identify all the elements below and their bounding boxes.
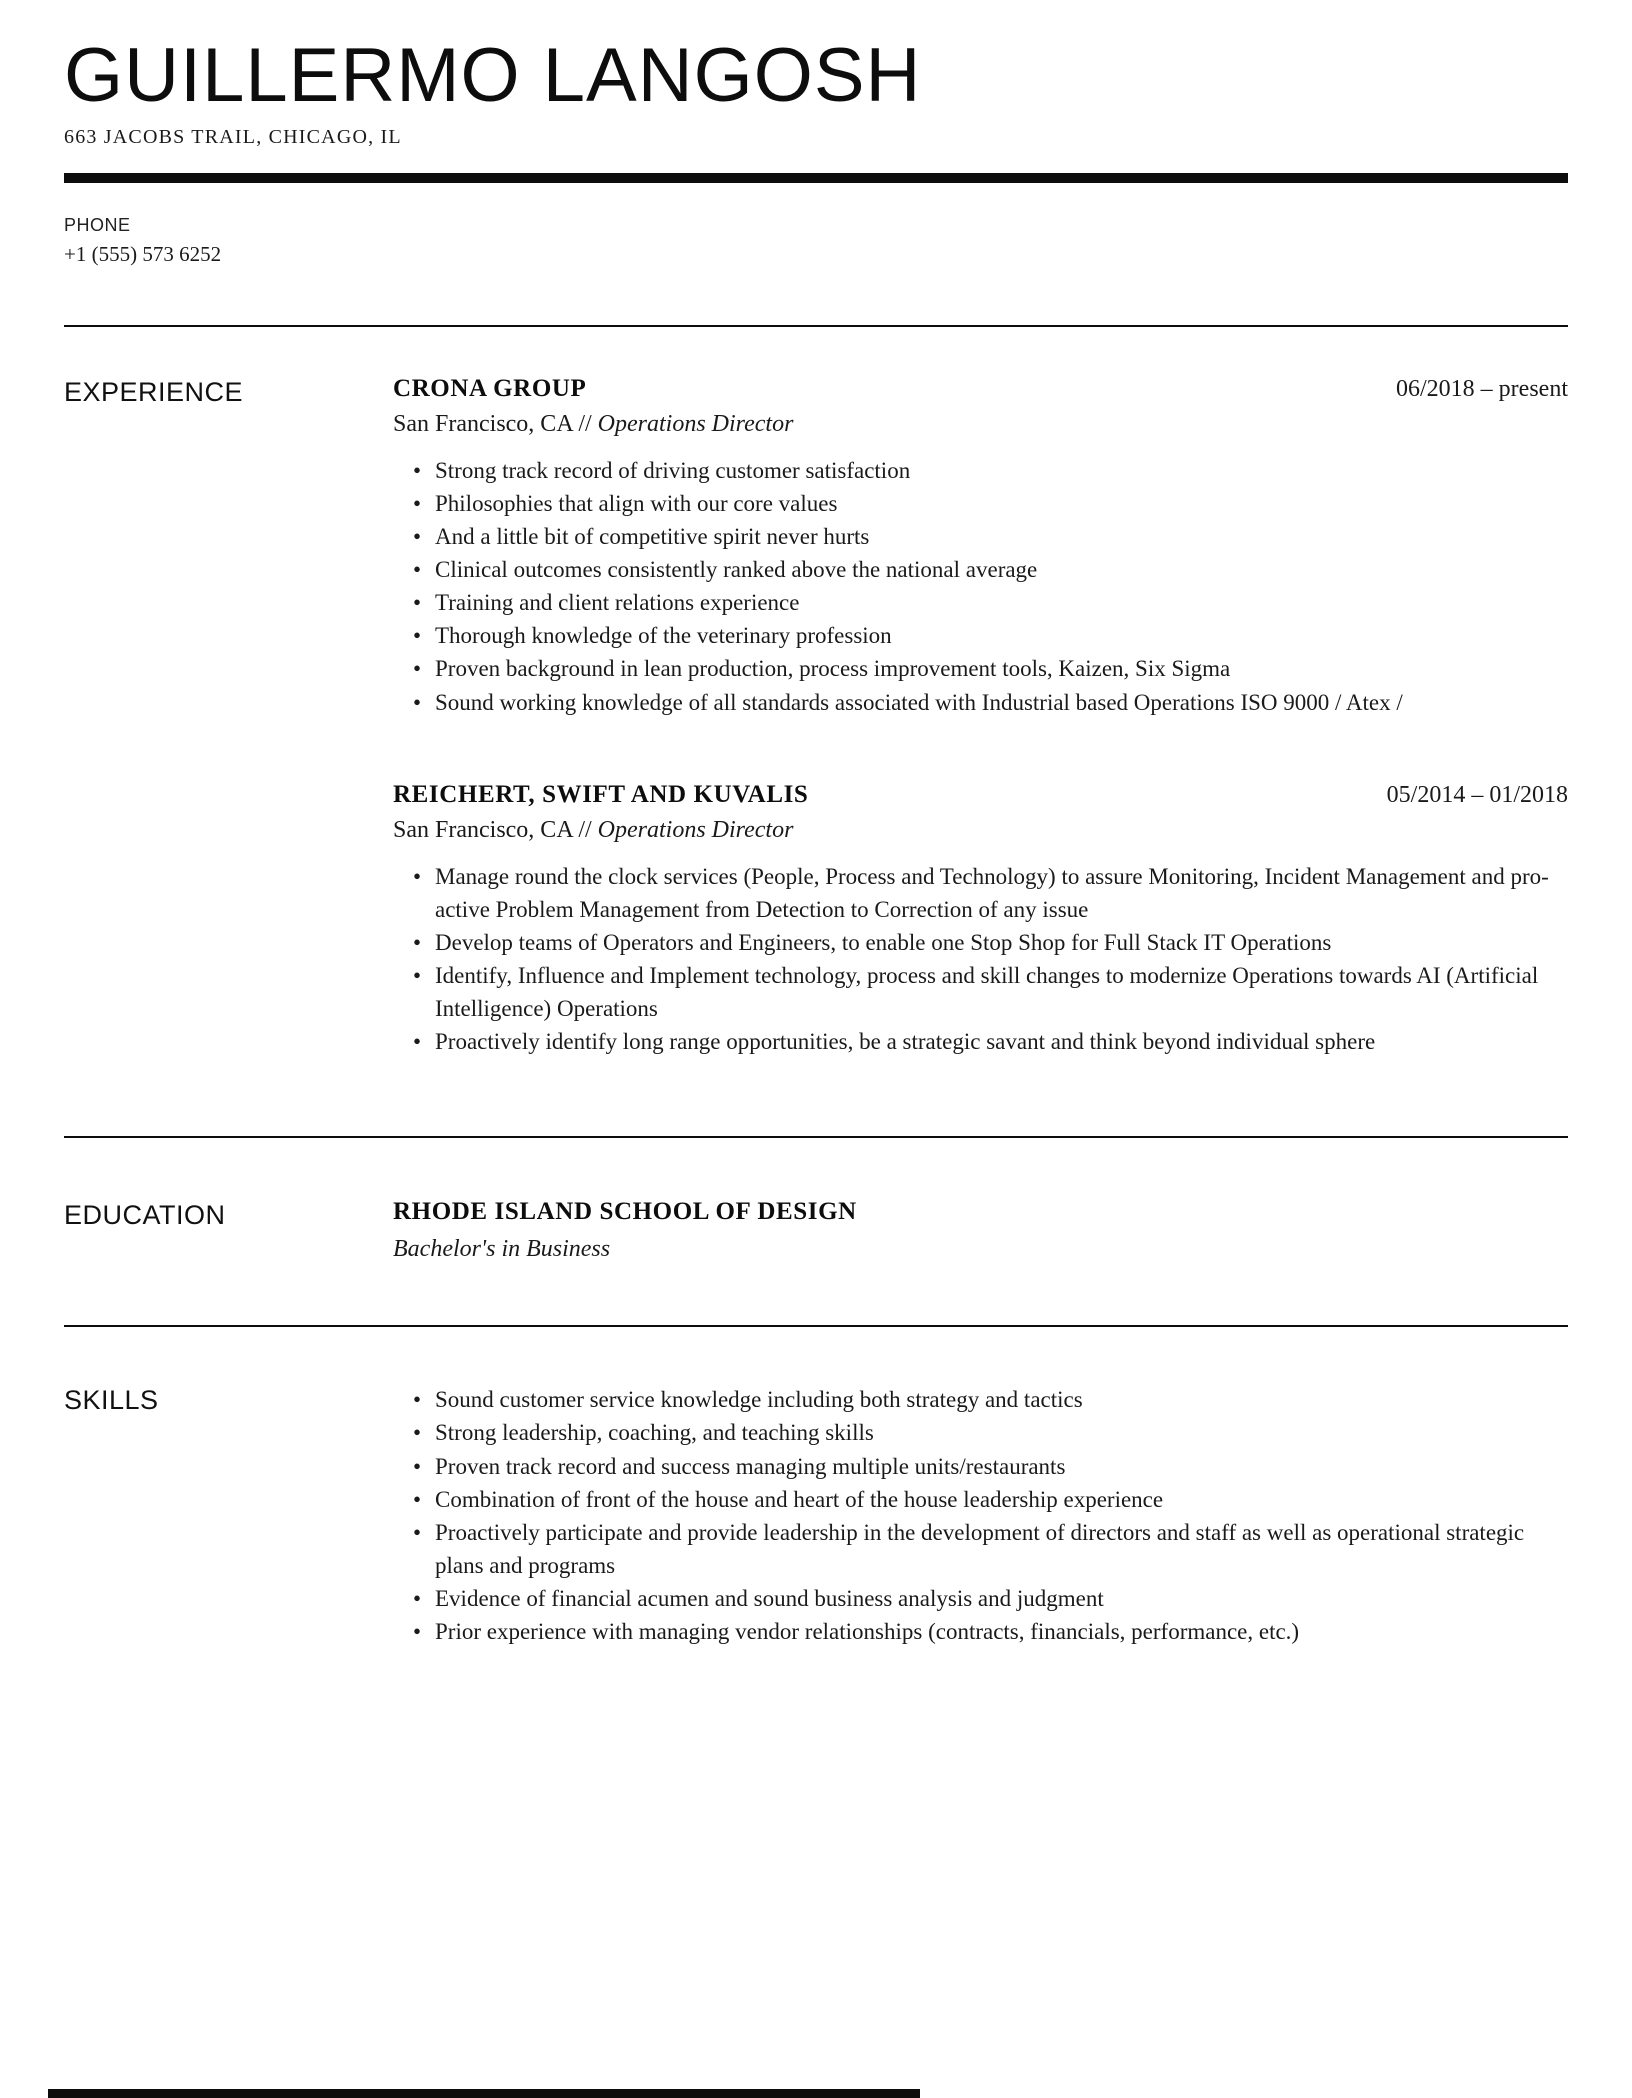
experience-section — [64, 375, 1568, 1059]
bullet-item: • And a little bit of competitive spirit never hurts — [393, 520, 1568, 553]
experience-section-label: EXPERIENCE — [64, 376, 244, 407]
skills-content — [393, 1383, 1568, 1648]
job-header — [393, 375, 1568, 403]
job-header — [393, 781, 1568, 809]
job-title: Operations Director — [597, 816, 794, 843]
bullet-item: • Proven background in lean production, process improvement tools, Kaizen, Six Sigma — [393, 652, 1568, 685]
bullet-item: • Proven track record and success managing multiple units/restaurants — [393, 1450, 1568, 1483]
job-title: Operations Director — [597, 410, 794, 437]
job-dates: 05/2014 – 01/2018 — [1386, 781, 1568, 808]
bullet-item: • Clinical outcomes consistently ranked above the national average — [393, 553, 1568, 586]
job-dates: 06/2018 – present — [1396, 375, 1568, 402]
phone-label: PHONE — [64, 214, 131, 235]
bullet-item: • Identify, Influence and Implement technology, process and skill changes to modernize Operations towards AI (Artificial Intelligence) Operations — [393, 959, 1568, 1025]
contact-block — [64, 215, 1568, 267]
experience-content — [393, 375, 1568, 1059]
job-bullet-list — [393, 454, 1568, 719]
section-divider — [64, 1136, 1568, 1138]
bullet-item: • Evidence of financial acumen and sound business analysis and judgment — [393, 1582, 1568, 1615]
bullet-item: • Thorough knowledge of the veterinary profession — [393, 619, 1568, 652]
job-location: San Francisco, CA // — [393, 410, 592, 437]
skills-section — [64, 1383, 1568, 1648]
bullet-item: • Sound customer service knowledge including both strategy and tactics — [393, 1383, 1568, 1416]
skills-bullet-list — [393, 1383, 1568, 1648]
next-page-cutoff-bar — [48, 2089, 920, 2098]
skills-section-label: SKILLS — [64, 1385, 159, 1416]
school-name: RHODE ISLAND SCHOOL OF DESIGN — [393, 1198, 857, 1226]
bullet-item: • Philosophies that align with our core values — [393, 487, 1568, 520]
job-entry — [393, 375, 1568, 719]
bullet-item: • Combination of front of the house and heart of the house leadership experience — [393, 1483, 1568, 1516]
bullet-item: • Proactively identify long range opportunities, be a strategic savant and think beyond individual sphere — [393, 1025, 1568, 1058]
bullet-item: • Prior experience with managing vendor relationships (contracts, financials, performance, etc.) — [393, 1615, 1568, 1648]
education-content — [393, 1198, 1568, 1263]
job-location: San Francisco, CA // — [393, 816, 592, 843]
resume-header — [64, 33, 1568, 327]
bullet-item: • Manage round the clock services (People, Process and Technology) to assure Monitoring, Incident Management and pro-active Problem Management from Detection to Correction of any issue — [393, 860, 1568, 926]
bullet-item: • Develop teams of Operators and Engineers, to enable one Stop Shop for Full Stack IT Operations — [393, 926, 1568, 959]
job-subheader — [393, 411, 1568, 438]
person-name: GUILLERMO LANGOSH — [64, 33, 922, 118]
section-divider — [64, 1325, 1568, 1327]
person-address: 663 JACOBS TRAIL, CHICAGO, IL — [64, 125, 402, 148]
education-section — [64, 1198, 1568, 1263]
education-section-label: EDUCATION — [64, 1200, 226, 1231]
bullet-item: • Sound working knowledge of all standards associated with Industrial based Operations ISO 9000 / Atex / — [393, 686, 1568, 719]
bullet-item: • Training and client relations experience — [393, 586, 1568, 619]
bullet-item: • Strong leadership, coaching, and teaching skills — [393, 1416, 1568, 1449]
bullet-item: • Strong track record of driving customer satisfaction — [393, 454, 1568, 487]
company-name: CRONA GROUP — [393, 374, 587, 402]
section-divider — [64, 325, 1568, 327]
company-name: REICHERT, SWIFT AND KUVALIS — [393, 780, 809, 808]
degree-name: Bachelor's in Business — [393, 1236, 611, 1263]
job-subheader — [393, 817, 1568, 844]
header-divider — [64, 173, 1568, 183]
job-entry — [393, 781, 1568, 1059]
job-bullet-list — [393, 860, 1568, 1059]
phone-number: +1 (555) 573 6252 — [64, 241, 222, 266]
bullet-item: • Proactively participate and provide leadership in the development of directors and staff as well as operational strategic plans and programs — [393, 1516, 1568, 1582]
